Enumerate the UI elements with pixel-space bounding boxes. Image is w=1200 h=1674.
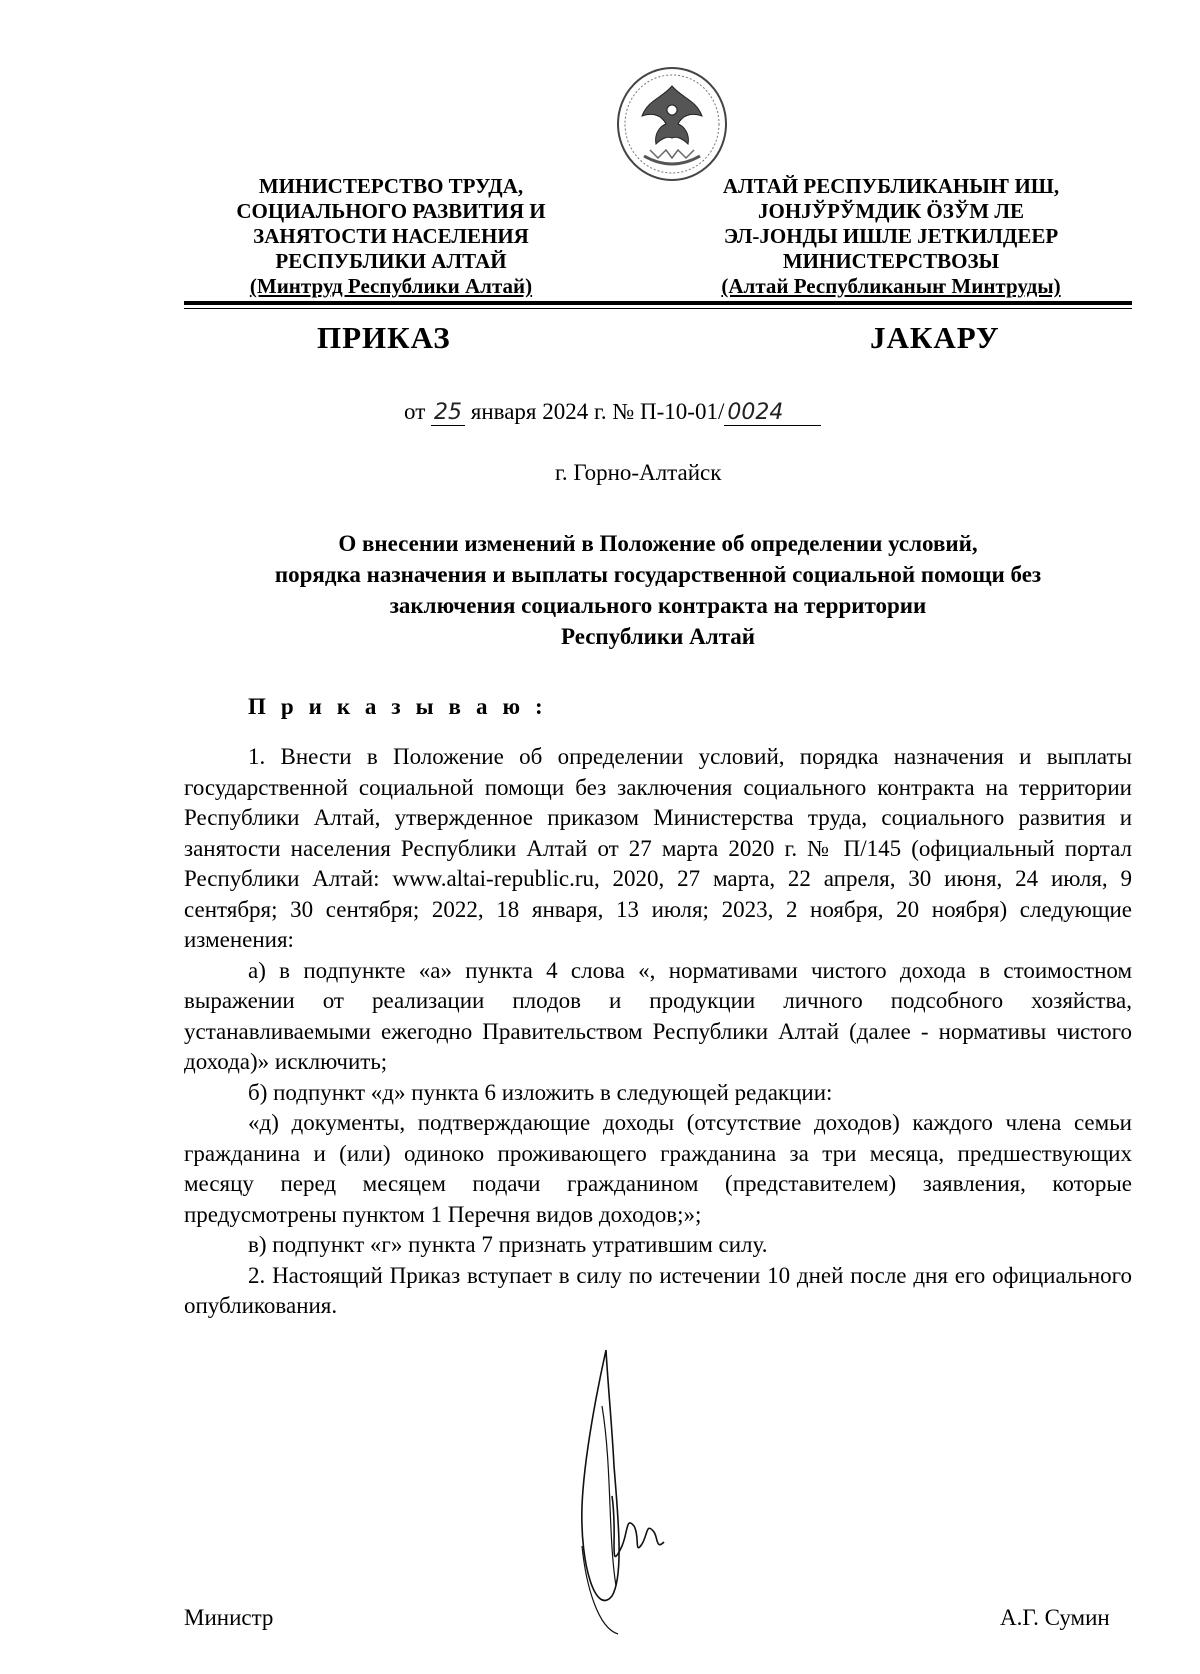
paragraph: 1. Внести в Положение об определении условий, порядка назначения и выплаты государственной социальной помощи без заключения социального контракта на территории Республики Алтай, утвержденное приказом Министерства труда, социального развития и занятости населения Республики Алтай от 27 марта 2020 г. № П/145 (официальный портал Республики Алтай: www.altai-republic.ru, 2020, 27 марта, 22 апреля, 30 июня, 24 июля, 9 сентября; 30 сентября; 2022, 18 января, 13 июля; 2023, 2 ноября, 20 ноября) следующие изменения: (184, 744, 1132, 952)
paragraph: «д) документы, подтверждающие доходы (отсутствие доходов) каждого члена семьи гражданина и (или) одиноко проживающего гражданина за три месяца, предшествующих месяцу перед месяцем подачи гражданином (представителем) заявления, которые предусмотрены пунктом 1 Перечня видов доходов;»; (184, 1110, 1132, 1227)
paragraph: а) в подпункте «а» пункта 4 слова «, нормативами чистого дохода в стоимостном выражении от реализации плодов и продукции личного подсобного хозяйства, устанавливаемыми ежегодно Правительством Республики Алтай (далее - нормативы чистого дохода)» исключить; (184, 957, 1132, 1074)
header-right-line: АЛТАЙ РЕСПУБЛИКАНЫҤ ИШ, (722, 174, 1060, 198)
paragraph: 2. Настоящий Приказ вступает в силу по истечении 10 дней после дня его официального опубликования. (184, 1262, 1132, 1318)
title-line: Республики Алтай (560, 624, 756, 649)
title-line: О внесении изменений в Положение об определении условий, (338, 531, 978, 556)
header-right-line: МИНИСТЕРСТВОЗЫ (782, 249, 1000, 273)
city: г. Горно-Алтайск (555, 460, 722, 485)
paragraph: в) подпункт «г» пункта 7 признать утратившим силу. (248, 1232, 768, 1257)
title-line: заключения социального контракта на территории (389, 593, 927, 618)
date-month-year: января 2024 г. (470, 399, 607, 424)
header-divider-thick (184, 301, 1132, 305)
order-title-ru: ПРИКАЗ (317, 320, 451, 355)
handwritten-signature-icon (578, 1346, 690, 1638)
signatory-position: Министр (184, 1605, 274, 1630)
header-right-line: ЭЛ-ЈОНДЫ ИШЛЕ ЈЕТКИЛДЕЕР (723, 224, 1059, 248)
order-number-prefix: № П-10-01/ (612, 399, 725, 424)
coat-of-arms-icon (614, 64, 730, 184)
header-left-line: МИНИСТЕРСТВО ТРУДА, (258, 174, 524, 198)
header-left-line: РЕСПУБЛИКИ АЛТАЙ (275, 249, 507, 273)
order-number: 0024 (724, 400, 821, 426)
header-left-block (176, 174, 606, 299)
document-title (184, 528, 1132, 652)
date-day: 25 (431, 400, 465, 426)
paragraph: б) подпункт «д» пункта 6 изложить в следующей редакции: (248, 1079, 833, 1105)
header-right-abbreviation: (Алтай Республиканыҥ Минтруды) (721, 274, 1061, 298)
header-right-line: ЈОНЈЎРЎМДИК ÖЗЎМ ЛЕ (758, 199, 1024, 223)
header-divider-thin (184, 308, 1132, 309)
date-line (404, 399, 821, 426)
document-body (184, 742, 1132, 1322)
header-left-abbreviation: (Минтруд Республики Алтай) (249, 274, 533, 298)
title-line: порядка назначения и выплаты государственной социальной помощи без (274, 562, 1042, 587)
header-right-block (676, 174, 1106, 299)
date-prefix: от (404, 399, 426, 424)
prikazyvayu-heading: Приказываю: (248, 694, 558, 719)
header-left-line: СОЦИАЛЬНОГО РАЗВИТИЯ И (236, 199, 546, 223)
signatory-name: А.Г. Сумин (1000, 1605, 1110, 1630)
order-title-alt: ЈАКАРУ (870, 320, 1000, 355)
header-left-line: ЗАНЯТОСТИ НАСЕЛЕНИЯ (253, 224, 529, 248)
